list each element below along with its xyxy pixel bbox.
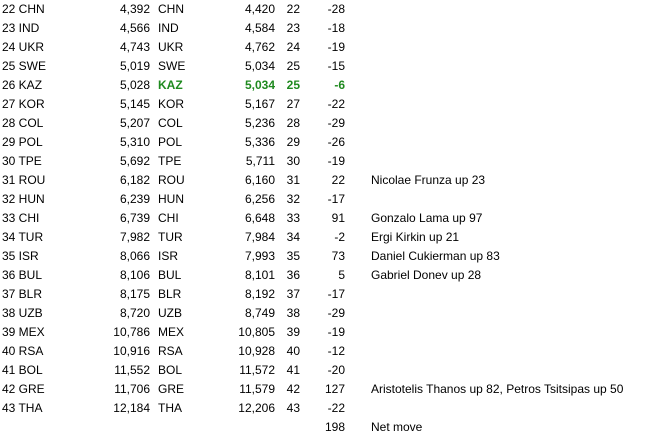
move-cell: -2 xyxy=(334,230,345,244)
prior-points-cell: 6,648 xyxy=(244,211,275,225)
table-row xyxy=(0,38,660,57)
total-points-cell: 11,706 xyxy=(114,382,150,396)
total-points-cell: 5,028 xyxy=(119,78,150,92)
team-rank-cell xyxy=(0,418,60,437)
team-code-cell: KOR xyxy=(158,97,185,111)
move-cell: -29 xyxy=(327,306,345,320)
table-row xyxy=(0,323,660,342)
note-cell: Ergi Kirkin up 21 xyxy=(371,230,460,244)
total-points-cell: 5,692 xyxy=(119,154,150,168)
table-row xyxy=(0,228,660,247)
table-row xyxy=(0,399,660,418)
note-cell xyxy=(371,323,660,342)
team-rank-cell: 34 TUR xyxy=(2,230,44,244)
note-cell: Aristotelis Thanos up 82, Petros Tsitsipas up 50 xyxy=(371,382,624,396)
team-code-cell: GRE xyxy=(158,382,185,396)
total-points-cell: 5,207 xyxy=(119,116,150,130)
team-code-cell: BLR xyxy=(158,287,182,301)
prior-points-cell: 7,984 xyxy=(244,230,275,244)
table-row xyxy=(0,114,660,133)
team-code-cell: CHN xyxy=(158,2,184,16)
prior-points-cell: 8,749 xyxy=(244,306,275,320)
team-rank-cell: 39 MEX xyxy=(2,325,45,339)
total-points-cell: 4,566 xyxy=(119,21,150,35)
move-cell: -29 xyxy=(327,116,345,130)
team-code-cell: THA xyxy=(158,401,182,415)
table-row xyxy=(0,266,660,285)
team-rank-cell: 37 BLR xyxy=(2,287,43,301)
total-points-cell: 6,239 xyxy=(119,192,150,206)
move-cell: -19 xyxy=(327,325,345,339)
prior-rank-cell: 37 xyxy=(286,287,300,301)
table-row xyxy=(0,342,660,361)
move-cell: -26 xyxy=(327,135,345,149)
note-cell xyxy=(371,19,660,38)
prior-points-cell: 5,336 xyxy=(244,135,275,149)
total-points-cell: 4,392 xyxy=(119,2,150,16)
total-points-cell: 6,739 xyxy=(119,211,150,225)
note-cell xyxy=(371,399,660,418)
table-row xyxy=(0,133,660,152)
prior-points-cell: 10,928 xyxy=(238,344,275,358)
prior-points-cell: 4,420 xyxy=(244,2,275,16)
move-cell: 198 xyxy=(324,420,345,434)
note-cell xyxy=(371,114,660,133)
total-points-cell: 8,175 xyxy=(119,287,150,301)
prior-points-cell: 11,579 xyxy=(239,382,275,396)
move-cell: 5 xyxy=(338,268,345,282)
note-cell: Net move xyxy=(371,420,423,434)
note-cell xyxy=(371,76,660,95)
note-cell xyxy=(371,361,660,380)
table-row xyxy=(0,57,660,76)
team-code-cell: COL xyxy=(158,116,183,130)
note-cell: Nicolae Frunza up 23 xyxy=(371,173,486,187)
team-rank-cell: 24 UKR xyxy=(2,40,45,54)
team-rank-cell: 33 CHI xyxy=(2,211,40,225)
prior-points-cell: 5,236 xyxy=(244,116,275,130)
note-cell xyxy=(371,304,660,323)
move-cell: -19 xyxy=(327,154,345,168)
prior-rank-cell: 30 xyxy=(286,154,300,168)
total-points-cell: 8,106 xyxy=(119,268,150,282)
move-cell: -20 xyxy=(327,363,345,377)
move-cell: 73 xyxy=(331,249,345,263)
note-cell: Gabriel Donev up 28 xyxy=(371,268,482,282)
prior-rank-cell: 31 xyxy=(286,173,300,187)
prior-points-cell: 12,206 xyxy=(238,401,275,415)
prior-rank-cell: 28 xyxy=(286,116,300,130)
team-code-cell: IND xyxy=(158,21,179,35)
prior-rank-cell: 40 xyxy=(286,344,300,358)
prior-points-cell: 5,034 xyxy=(244,78,275,92)
team-rank-cell: 23 IND xyxy=(2,21,40,35)
prior-rank-cell: 39 xyxy=(286,325,300,339)
prior-rank-cell: 34 xyxy=(286,230,300,244)
table-row xyxy=(0,209,660,228)
prior-rank-cell: 23 xyxy=(286,21,300,35)
note-cell xyxy=(371,152,660,171)
table-row xyxy=(0,190,660,209)
prior-rank-cell: 22 xyxy=(286,2,300,16)
table-row xyxy=(0,304,660,323)
team-code-cell: HUN xyxy=(158,192,184,206)
move-cell: -6 xyxy=(334,78,345,92)
move-cell: -22 xyxy=(327,97,345,111)
move-cell: -19 xyxy=(327,40,345,54)
team-code-cell: SWE xyxy=(158,59,186,73)
move-cell: -12 xyxy=(327,344,345,358)
move-cell: 22 xyxy=(331,173,345,187)
prior-points-cell: 11,572 xyxy=(239,363,275,377)
team-rank-cell: 25 SWE xyxy=(2,59,47,73)
team-code-cell: BUL xyxy=(158,268,182,282)
team-rank-cell: 29 POL xyxy=(2,135,43,149)
prior-points-cell: 5,034 xyxy=(244,59,275,73)
note-cell xyxy=(371,285,660,304)
total-points-cell: 10,786 xyxy=(113,325,150,339)
total-points-cell: 6,182 xyxy=(119,173,150,187)
total-points-cell: 4,743 xyxy=(119,40,150,54)
prior-rank-cell: 33 xyxy=(286,211,300,225)
table-row xyxy=(0,0,660,19)
note-cell xyxy=(371,38,660,57)
move-cell: -22 xyxy=(327,401,345,415)
note-cell xyxy=(371,133,660,152)
team-rank-cell: 43 THA xyxy=(2,401,43,415)
prior-rank-cell: 38 xyxy=(286,306,300,320)
table-row xyxy=(0,19,660,38)
table-row xyxy=(0,171,660,190)
team-code-cell: TPE xyxy=(158,154,182,168)
team-rank-cell: 32 HUN xyxy=(2,192,45,206)
note-cell xyxy=(371,342,660,361)
team-rank-cell: 22 CHN xyxy=(2,2,45,16)
team-code-cell: TUR xyxy=(158,230,183,244)
team-code-cell: CHI xyxy=(158,211,179,225)
team-code-cell: BOL xyxy=(158,363,183,377)
prior-rank-cell: 27 xyxy=(286,97,300,111)
team-code-cell: ISR xyxy=(158,249,179,263)
move-cell: -17 xyxy=(327,192,345,206)
prior-points-cell: 6,256 xyxy=(244,192,275,206)
team-rank-cell: 35 ISR xyxy=(2,249,39,263)
note-cell: Daniel Cukierman up 83 xyxy=(371,249,500,263)
team-rank-cell: 41 BOL xyxy=(2,363,43,377)
table-row xyxy=(0,247,660,266)
prior-points-cell: 6,160 xyxy=(244,173,275,187)
table-row xyxy=(0,361,660,380)
note-cell xyxy=(371,190,660,209)
prior-rank-cell: 29 xyxy=(286,135,300,149)
prior-rank-cell: 43 xyxy=(286,401,300,415)
table-row xyxy=(0,76,660,95)
prior-rank-cell: 36 xyxy=(286,268,300,282)
prior-rank-cell: 25 xyxy=(286,78,300,92)
team-code-cell: MEX xyxy=(158,325,185,339)
team-rank-cell: 42 GRE xyxy=(2,382,45,396)
prior-points-cell: 5,711 xyxy=(245,154,275,168)
prior-rank-cell: 41 xyxy=(286,363,300,377)
team-rank-cell: 31 ROU xyxy=(2,173,46,187)
team-code-cell: RSA xyxy=(158,344,183,358)
total-points-cell: 7,982 xyxy=(119,230,150,244)
team-code-cell: UKR xyxy=(158,40,184,54)
team-code-cell xyxy=(158,418,208,437)
total-points-cell: 8,066 xyxy=(119,249,150,263)
team-rank-cell: 36 BUL xyxy=(2,268,43,282)
team-rank-cell: 26 KAZ xyxy=(2,78,43,92)
team-rank-cell: 38 UZB xyxy=(2,306,43,320)
note-cell xyxy=(371,95,660,114)
prior-points-cell: 7,993 xyxy=(244,249,275,263)
move-cell: 127 xyxy=(324,382,345,396)
move-cell: -17 xyxy=(327,287,345,301)
total-points-cell xyxy=(90,418,150,437)
prior-rank-cell: 32 xyxy=(286,192,300,206)
table-row xyxy=(0,418,660,437)
total-points-cell: 11,552 xyxy=(114,363,150,377)
move-cell: -28 xyxy=(327,2,345,16)
total-points-cell: 5,019 xyxy=(119,59,150,73)
prior-points-cell: 8,192 xyxy=(244,287,275,301)
team-rank-cell: 28 COL xyxy=(2,116,44,130)
prior-rank-cell: 35 xyxy=(286,249,300,263)
prior-points-cell: 4,762 xyxy=(244,40,275,54)
total-points-cell: 10,916 xyxy=(113,344,150,358)
team-code-cell: UZB xyxy=(158,306,182,320)
team-rank-cell: 40 RSA xyxy=(2,344,44,358)
table-row xyxy=(0,152,660,171)
note-cell: Gonzalo Lama up 97 xyxy=(371,211,483,225)
prior-points-cell xyxy=(210,418,275,437)
total-points-cell: 5,145 xyxy=(119,97,150,111)
team-rank-cell: 27 KOR xyxy=(2,97,45,111)
move-cell: -18 xyxy=(327,21,345,35)
prior-rank-cell: 42 xyxy=(286,382,300,396)
prior-rank-cell: 25 xyxy=(286,59,300,73)
team-rank-cell: 30 TPE xyxy=(2,154,42,168)
move-cell: -15 xyxy=(327,59,345,73)
total-points-cell: 12,184 xyxy=(113,401,150,415)
note-cell xyxy=(371,0,660,19)
prior-points-cell: 10,805 xyxy=(238,325,275,339)
team-code-cell: POL xyxy=(158,135,183,149)
total-points-cell: 8,720 xyxy=(119,306,150,320)
prior-points-cell: 8,101 xyxy=(244,268,275,282)
prior-points-cell: 5,167 xyxy=(244,97,275,111)
prior-points-cell: 4,584 xyxy=(244,21,275,35)
table-row xyxy=(0,380,660,399)
prior-rank-cell xyxy=(275,418,300,437)
table-row xyxy=(0,95,660,114)
move-cell: 91 xyxy=(331,211,345,225)
team-code-cell: KAZ xyxy=(158,78,183,92)
total-points-cell: 5,310 xyxy=(119,135,150,149)
prior-rank-cell: 24 xyxy=(286,40,300,54)
team-code-cell: ROU xyxy=(158,173,185,187)
note-cell xyxy=(371,57,660,76)
table-row xyxy=(0,285,660,304)
